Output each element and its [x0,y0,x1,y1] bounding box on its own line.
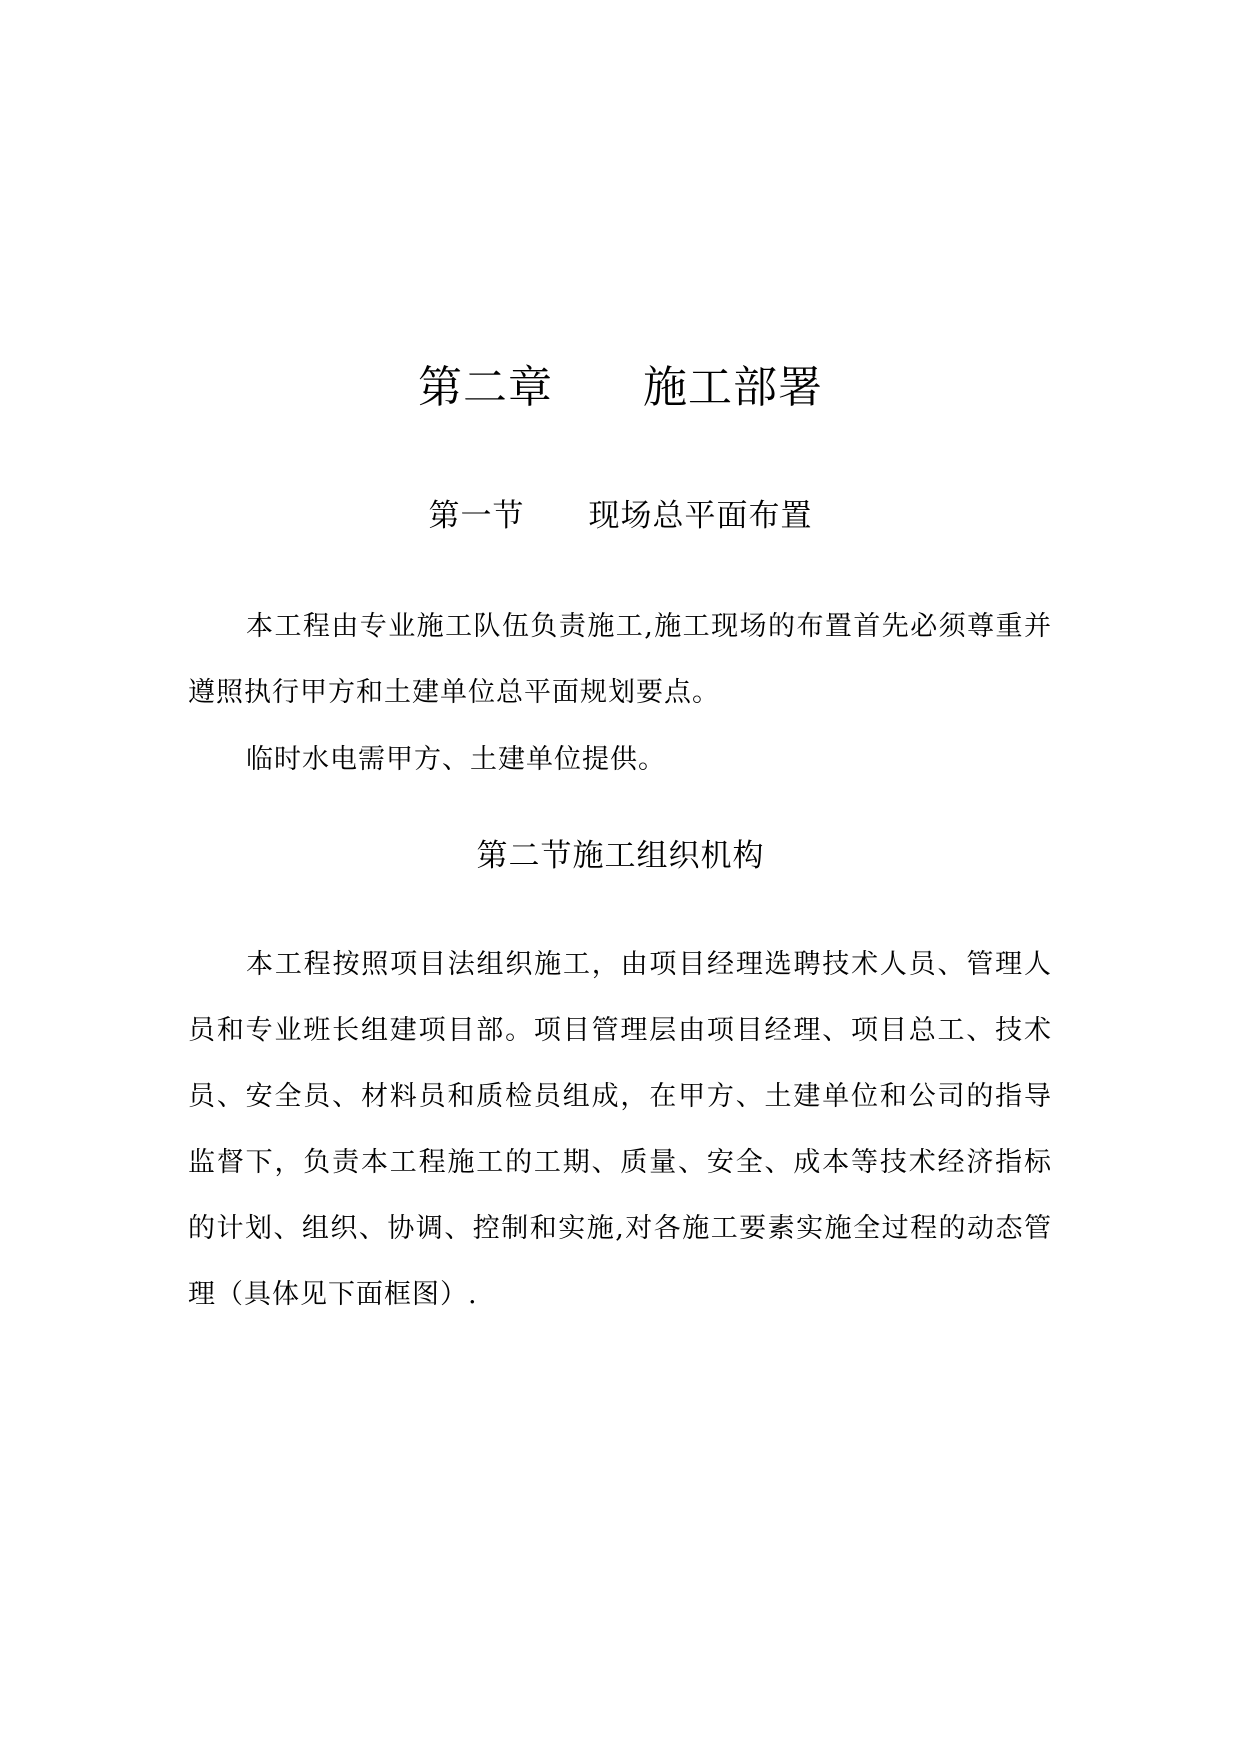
paragraph-utilities: 临时水电需甲方、土建单位提供。 [246,744,666,775]
paragraph-organization: 本工程按照项目法组织施工，由项目经理选聘技术人员、管理人员和专业班长组建项目部。项目管理层由项目经理、项目总工、技术员、安全员、材料员和质检员组成，在甲方、土建单位和公司的指导监督下，负责本工程施工的工期、质量、安全、成本等技术经济指标的计划、组织、协调、控制和实施,对各施工要素实施全过程的动态管理（具体见下面框图）. [188,949,1052,1310]
chapter-title: 第二章 施工部署 [418,362,823,413]
section-title-1: 第一节 现场总平面布置 [428,498,813,534]
section-title-2: 第二节施工组织机构 [476,838,765,874]
paragraph-site-layout: 本工程由专业施工队伍负责施工,施工现场的布置首先必须尊重并遵照执行甲方和土建单位总平面规划要点。 [188,611,1052,708]
